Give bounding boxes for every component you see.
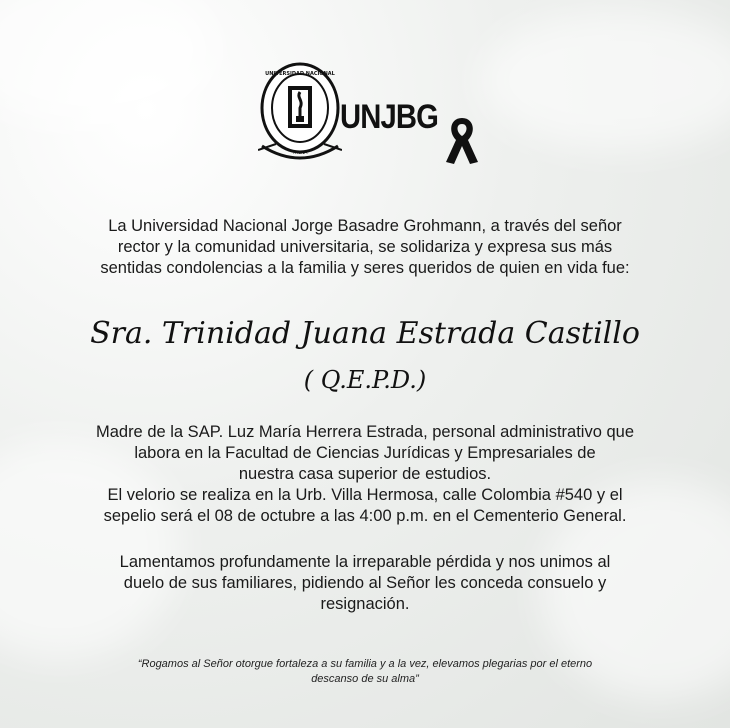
- intro-line: La Universidad Nacional Jorge Basadre Grohmann, a través del señor: [108, 217, 622, 235]
- details-line: labora en la Facultad de Ciencias Jurídicas y Empresariales de: [134, 444, 596, 462]
- details-line: nuestra casa superior de estudios.: [238, 465, 492, 483]
- background-cloud: [480, 10, 730, 150]
- details-line: sepelio será el 08 de octubre a las 4:00 p.m. en el Cementerio General.: [103, 507, 627, 525]
- quote-line: “Rogamos al Señor otorgue fortaleza a su familia y a la vez, elevamos plegarias por el eterno: [137, 658, 593, 670]
- intro-paragraph: [40, 216, 690, 279]
- deceased-name: Sra. Trinidad Juana Estrada Castillo: [90, 316, 640, 351]
- svg-text:TACNA: TACNA: [292, 151, 308, 156]
- details-line: El velorio se realiza en la Urb. Villa Hermosa, calle Colombia #540 y el: [107, 486, 623, 504]
- background-cloud: [0, 0, 220, 130]
- prayer-quote: [40, 657, 690, 687]
- closing-paragraph: [40, 552, 690, 615]
- closing-line: resignación.: [320, 595, 410, 613]
- svg-text:UNIVERSIDAD NACIONAL: UNIVERSIDAD NACIONAL: [265, 71, 335, 77]
- closing-line: Lamentamos profundamente la irreparable pérdida y nos unimos al: [119, 553, 611, 571]
- university-seal-icon: [258, 58, 342, 162]
- university-logo: [258, 58, 488, 170]
- quote-line: descanso de su alma”: [311, 673, 419, 685]
- intro-line: rector y la comunidad universitaria, se solidariza y expresa sus más: [117, 238, 613, 256]
- mourning-ribbon-icon: [444, 114, 480, 166]
- qepd-label: ( Q.E.P.D.): [303, 366, 427, 394]
- details-line: Madre de la SAP. Luz María Herrera Estrada, personal administrativo que: [95, 423, 635, 441]
- unjbg-wordmark: UNJBG: [340, 98, 439, 136]
- closing-line: duelo de sus familiares, pidiendo al Señor les conceda consuelo y: [123, 574, 607, 592]
- intro-line: sentidas condolencias a la familia y seres queridos de quien en vida fue:: [100, 259, 630, 277]
- details-paragraph: [30, 422, 700, 527]
